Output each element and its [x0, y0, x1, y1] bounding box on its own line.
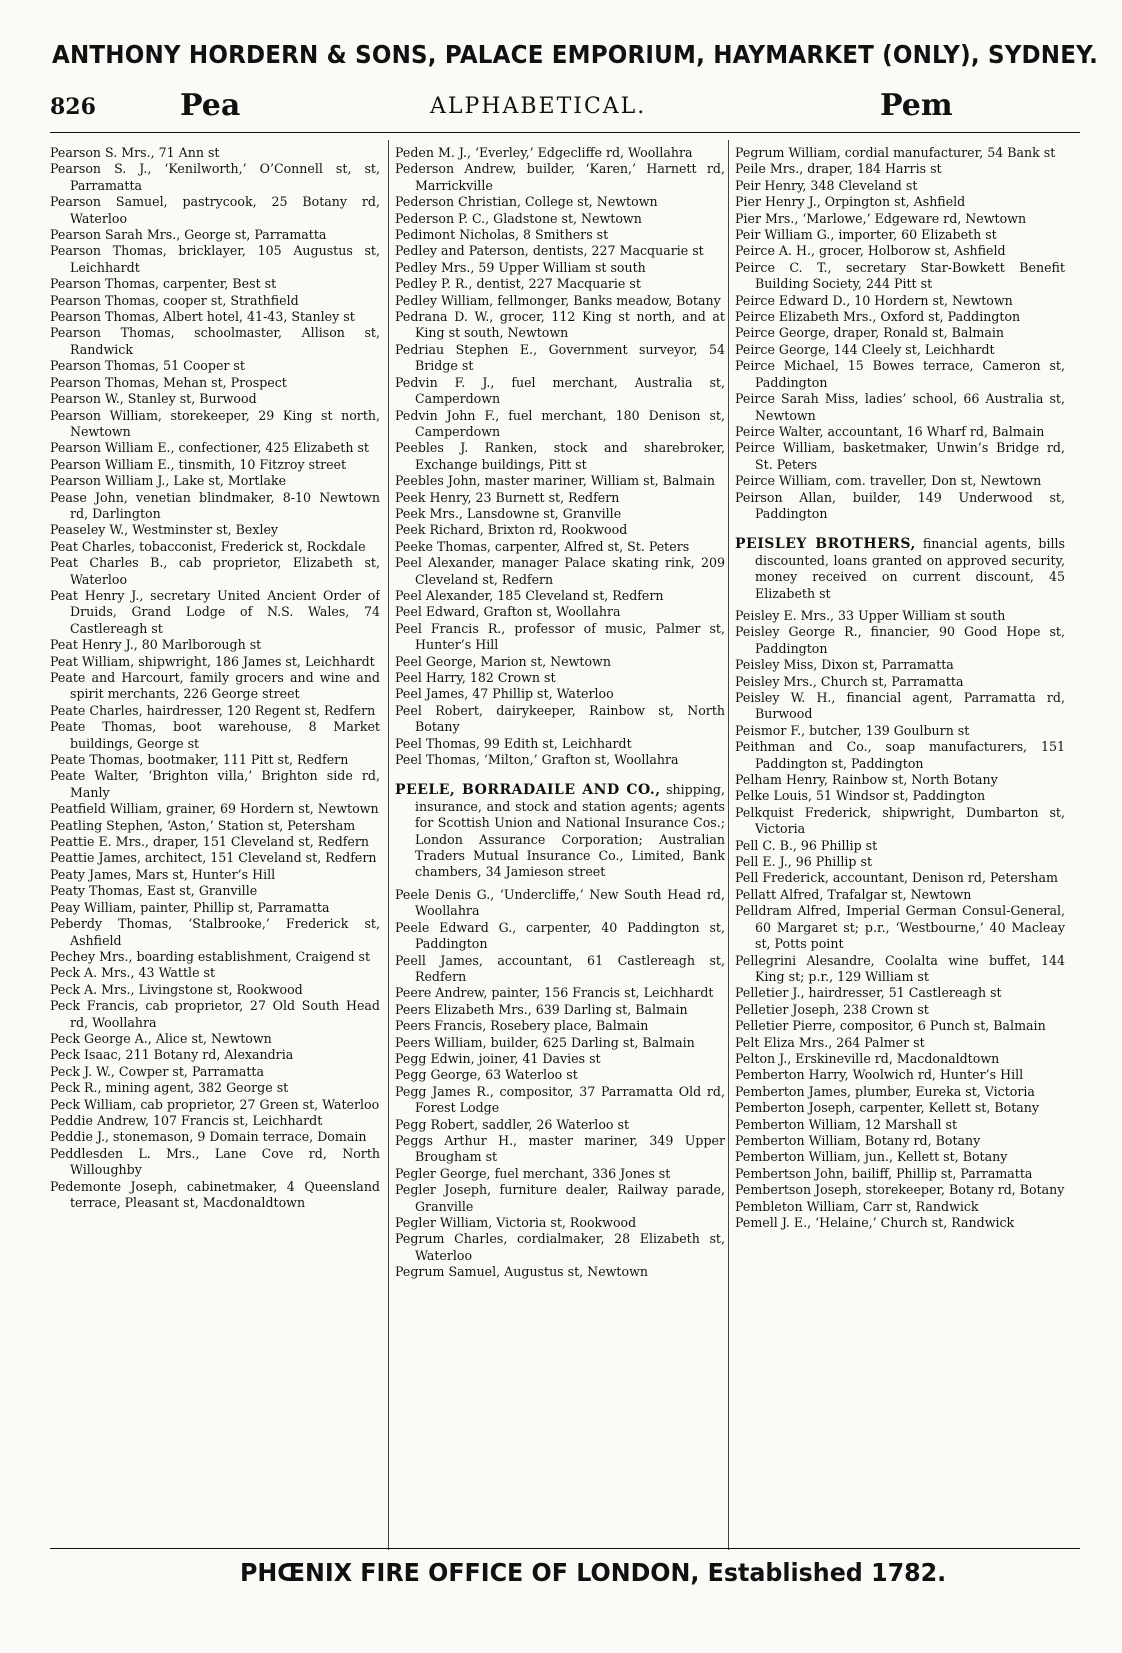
directory-entry: Peaty Thomas, East st, Granville — [50, 883, 258, 899]
directory-entry: Peel Edward, Grafton st, Woollahra — [395, 604, 621, 620]
directory-entry: Pell E. J., 96 Phillip st — [735, 854, 873, 870]
directory-entry: Peisley Mrs., Church st, Parramatta — [735, 673, 964, 689]
directory-entry: Pembertson John, bailiff, Phillip st, Parramatta — [735, 1165, 1033, 1181]
directory-entry: Pell C. B., 96 Phillip st — [735, 837, 878, 853]
directory-entry: Peate Thomas, boot warehouse, 8 Market buildings, George st — [50, 719, 380, 751]
directory-entry: Peat Charles, tobacconist, Frederick st, Rockdale — [50, 538, 366, 554]
directory-entry: Peel James, 47 Phillip st, Waterloo — [395, 686, 614, 702]
directory-entry: Peir William G., importer, 60 Elizabeth st — [735, 227, 997, 243]
directory-entry: Peirson Allan, builder, 149 Underwood st, Paddington — [735, 489, 1065, 521]
directory-entry: Peck William, cab proprietor, 27 Green st, Waterloo — [50, 1096, 380, 1112]
directory-entry: Pearson Thomas, Albert hotel, 41-43, Stanley st — [50, 309, 355, 325]
directory-entry: Peirce C. T., secretary Star-Bowkett Benefit Building Society, 244 Pitt st — [735, 259, 1065, 292]
directory-entry: Peek Mrs., Lansdowne st, Granville — [395, 505, 622, 521]
header-rule — [50, 132, 1080, 133]
firm-advertisement-entry — [735, 536, 1065, 602]
directory-entry: Pearson Thomas, Mehan st, Prospect — [50, 374, 287, 390]
directory-entry: Pechey Mrs., boarding establishment, Craigend st — [50, 948, 371, 964]
directory-entry: Peere Andrew, painter, 156 Francis st, Leichhardt — [395, 985, 714, 1001]
firm-description: shipping, insurance, and stock and station agents; agents for Scottish Union and National Insurance Cos.; London Assurance Corporation; Australian Traders Mutual Insurance Co., Limited, Bank chambers, 34 Jamieson street — [415, 782, 725, 880]
directory-entry: Peattie E. Mrs., draper, 151 Cleveland st, Redfern — [50, 834, 370, 850]
directory-entry: Peatfield William, grainer, 69 Hordern st, Newtown — [50, 801, 379, 817]
directory-entry: Pedvin F. J., fuel merchant, Australia st, Camperdown — [395, 374, 725, 407]
directory-entry: Peebles J. Ranken, stock and sharebroker, Exchange buildings, Pitt st — [395, 440, 725, 472]
directory-entry: Peirce Elizabeth Mrs., Oxford st, Paddington — [735, 309, 1021, 325]
directory-entry: Pembleton William, Carr st, Randwick — [735, 1198, 979, 1214]
directory-entry: Pelt Eliza Mrs., 264 Palmer st — [735, 1034, 925, 1050]
directory-entry: Pegler George, fuel merchant, 336 Jones st — [395, 1165, 671, 1181]
directory-entry: Peek Henry, 23 Burnett st, Redfern — [395, 489, 620, 505]
directory-entry: Peel Thomas, 99 Edith st, Leichhardt — [395, 735, 632, 751]
advertising-banner: ANTHONY HORDERN & SONS, PALACE EMPORIUM, HAYMARKET (ONLY), SYDNEY. — [52, 40, 1099, 69]
directory-entry: Peel Francis R., professor of music, Palmer st, Hunter’s Hill — [395, 620, 725, 653]
directory-entry: Peisley W. H., financial agent, Parramatta rd, Burwood — [735, 690, 1065, 722]
directory-entry: Peirce Edward D., 10 Hordern st, Newtown — [735, 292, 1013, 308]
directory-entry: Pegg James R., compositor, 37 Parramatta Old rd, Forest Lodge — [395, 1083, 725, 1116]
directory-entry: Pearson Thomas, cooper st, Strathfield — [50, 292, 299, 308]
page-number: 826 — [50, 94, 96, 120]
right-guide-word: Pem — [880, 88, 953, 123]
directory-entry: Pearson S. Mrs., 71 Ann st — [50, 145, 220, 160]
directory-entry: Pederson P. C., Gladstone st, Newtown — [395, 210, 642, 226]
directory-entry: Peggs Arthur H., master mariner, 349 Upper Brougham st — [395, 1132, 725, 1165]
directory-entry: Pegrum William, cordial manufacturer, 54 Bank st — [735, 145, 1056, 160]
firm-description: financial agents, bills discounted, loans granted on approved security, money received on current discount, 45 Elizabeth st — [755, 536, 1065, 601]
footer-advertisement: PHŒNIX FIRE OFFICE OF LONDON, Established 1782. — [240, 1558, 947, 1587]
directory-entry: Peek Richard, Brixton rd, Rookwood — [395, 522, 628, 538]
directory-entry: Pelletier Pierre, compositor, 6 Punch st, Balmain — [735, 1018, 1046, 1034]
directory-entry: Peat Charles B., cab proprietor, Elizabeth st, Waterloo — [50, 555, 380, 587]
directory-entry: Peel Thomas, ‘Milton,’ Grafton st, Woollahra — [395, 752, 679, 768]
directory-entry: Pemell J. E., ‘Helaine,’ Church st, Randwick — [735, 1215, 1015, 1230]
directory-entry: Peile Mrs., draper, 184 Harris st — [735, 161, 942, 177]
directory-entry: Pedley and Paterson, dentists, 227 Macquarie st — [395, 243, 704, 259]
directory-entry: Pell Frederick, accountant, Denison rd, Petersham — [735, 870, 1058, 886]
directory-entry: Peele Edward G., carpenter, 40 Paddington st, Paddington — [395, 919, 725, 952]
directory-entry: Peate and Harcourt, family grocers and wine and spirit merchants, 226 George street — [50, 670, 380, 702]
directory-entry: Peel Alexander, manager Palace skating rink, 209 Cleveland st, Redfern — [395, 555, 725, 587]
directory-entry: Pearson Thomas, 51 Cooper st — [50, 358, 245, 374]
running-head — [50, 88, 1080, 128]
directory-entry: Pegrum Samuel, Augustus st, Newtown — [395, 1264, 648, 1280]
directory-entry: Pearson William J., Lake st, Mortlake — [50, 473, 287, 489]
directory-entry: Peate Charles, hairdresser, 120 Regent st, Redfern — [50, 702, 376, 718]
firm-advertisement-entry — [395, 782, 725, 880]
directory-entry: Peaseley W., Westminster st, Bexley — [50, 522, 279, 538]
directory-entry: Pelldram Alfred, Imperial German Consul-General, 60 Margaret st; p.r., ‘Westbourne,’ 40 Macleay st, Potts point — [735, 903, 1065, 952]
directory-entry: Peatling Stephen, ‘Aston,’ Station st, Petersham — [50, 817, 356, 833]
directory-entry: Peat William, shipwright, 186 James st, Leichhardt — [50, 653, 375, 669]
directory-entry: Peck Isaac, 211 Botany rd, Alexandria — [50, 1047, 294, 1063]
directory-entry: Peden M. J., ‘Everley,’ Edgecliffe rd, Woollahra — [395, 145, 693, 160]
directory-entry: Pegg Robert, saddler, 26 Waterloo st — [395, 1116, 630, 1132]
directory-entry: Pearson William, storekeeper, 29 King st north, Newtown — [50, 407, 380, 439]
directory-entry: Pembertson Joseph, storekeeper, Botany rd, Botany — [735, 1182, 1065, 1198]
directory-entry: Peddie Andrew, 107 Francis st, Leichhardt — [50, 1112, 323, 1128]
directory-entry: Pearson Thomas, schoolmaster, Allison st, Randwick — [50, 325, 380, 357]
directory-column-1 — [50, 145, 380, 1545]
directory-entry: Peisley E. Mrs., 33 Upper William st south — [735, 607, 1006, 623]
directory-entry: Peers William, builder, 625 Darling st, Balmain — [395, 1034, 695, 1050]
directory-entry: Peirce A. H., grocer, Holborow st, Ashfield — [735, 243, 1006, 259]
directory-entry: Peirce George, draper, Ronald st, Balmain — [735, 325, 1004, 341]
directory-entry: Peel George, Marion st, Newtown — [395, 653, 611, 669]
directory-entry: Peel Harry, 182 Crown st — [395, 670, 556, 685]
directory-entry: Peck A. Mrs., 43 Wattle st — [50, 965, 216, 981]
directory-entry: Peate Thomas, bootmaker, 111 Pitt st, Redfern — [50, 752, 349, 768]
directory-entry: Pedley William, fellmonger, Banks meadow, Botany — [395, 292, 721, 308]
directory-entry: Pemberton William, jun., Kellett st, Botany — [735, 1149, 1008, 1165]
directory-entry: Pegg Edwin, joiner, 41 Davies st — [395, 1050, 601, 1066]
directory-entry: Pelkquist Frederick, shipwright, Dumbarton st, Victoria — [735, 804, 1065, 837]
directory-entry: Peir Henry, 348 Cleveland st — [735, 177, 918, 193]
directory-entry: Pier Henry J., Orpington st, Ashfield — [735, 194, 966, 210]
directory-entry: Pease John, venetian blindmaker, 8-10 Newtown rd, Darlington — [50, 489, 380, 521]
directory-column-2 — [395, 145, 725, 1545]
directory-entry: Peel Alexander, 185 Cleveland st, Redfern — [395, 587, 664, 603]
directory-entry: Pellegrini Alesandre, Coolalta wine buffet, 144 King st; p.r., 129 William st — [735, 952, 1065, 984]
directory-entry: Peisley Miss, Dixon st, Parramatta — [735, 657, 954, 673]
directory-entry: Pemberton William, 12 Marshall st — [735, 1116, 958, 1132]
directory-entry: Peirce George, 144 Cleely st, Leichhardt — [735, 341, 995, 357]
directory-entry: Peers Francis, Rosebery place, Balmain — [395, 1018, 649, 1034]
directory-entry: Peirce William, com. traveller, Don st, Newtown — [735, 473, 1042, 489]
directory-entry: Peirce Michael, 15 Bowes terrace, Cameron st, Paddington — [735, 358, 1065, 390]
directory-entry: Peirce Sarah Miss, ladies’ school, 66 Australia st, Newtown — [735, 391, 1065, 423]
left-guide-word: Pea — [180, 88, 241, 123]
directory-entry: Peele Denis G., ‘Undercliffe,’ New South Head rd, Woollahra — [395, 886, 725, 919]
directory-entry: Peck R., mining agent, 382 George st — [50, 1080, 289, 1096]
directory-entry: Pearson Thomas, bricklayer, 105 Augustus st, Leichhardt — [50, 243, 380, 275]
directory-entry: Peddie J., stonemason, 9 Domain terrace, Domain — [50, 1129, 367, 1145]
directory-entry: Pearson S. J., ‘Kenilworth,’ O’Connell st, st, Parramatta — [50, 161, 380, 193]
directory-entry: Peismor F., butcher, 139 Goulburn st — [735, 722, 970, 738]
column-divider — [728, 140, 729, 1550]
directory-entry: Pegrum Charles, cordialmaker, 28 Elizabeth st, Waterloo — [395, 1231, 725, 1263]
directory-entry: Pier Mrs., ‘Marlowe,’ Edgeware rd, Newtown — [735, 210, 1027, 226]
directory-entry: Peirce William, basketmaker, Unwin’s Bridge rd, St. Peters — [735, 440, 1065, 472]
directory-entry: Peithman and Co., soap manufacturers, 151 Paddington st, Paddington — [735, 739, 1065, 771]
directory-entry: Pearson Sarah Mrs., George st, Parramatta — [50, 227, 327, 243]
directory-entry: Pearson W., Stanley st, Burwood — [50, 391, 257, 407]
directory-entry: Peisley George R., financier, 90 Good Hope st, Paddington — [735, 624, 1065, 656]
directory-entry: Pedrana D. W., grocer, 112 King st north, and at King st south, Newtown — [395, 309, 725, 341]
directory-entry: Pedley Mrs., 59 Upper William st south — [395, 259, 646, 275]
directory-entry: Pemberton Harry, Woolwich rd, Hunter’s Hill — [735, 1067, 1024, 1083]
directory-entry: Pegler William, Victoria st, Rookwood — [395, 1215, 637, 1230]
directory-entry: Peddlesden L. Mrs., Lane Cove rd, North Willoughby — [50, 1145, 380, 1178]
directory-entry: Peat Henry J., 80 Marlborough st — [50, 637, 262, 653]
footer-rule — [50, 1548, 1080, 1549]
directory-entry: Peebles John, master mariner, William st, Balmain — [395, 473, 716, 489]
directory-entry: Pellatt Alfred, Trafalgar st, Newtown — [735, 886, 972, 902]
directory-entry: Pedley P. R., dentist, 227 Macquarie st — [395, 276, 641, 292]
directory-entry: Peck A. Mrs., Livingstone st, Rookwood — [50, 981, 303, 997]
firm-name: PEISLEY BROTHERS, — [735, 536, 916, 553]
directory-entry: Pederson Andrew, builder, ‘Karen,’ Harnett rd, Marrickville — [395, 161, 725, 193]
directory-entry: Peeke Thomas, carpenter, Alfred st, St. Peters — [395, 538, 690, 554]
section-title: ALPHABETICAL. — [430, 94, 647, 119]
column-divider — [388, 140, 389, 1550]
directory-entry: Peck George A., Alice st, Newtown — [50, 1030, 272, 1046]
directory-entry: Pemberton James, plumber, Eureka st, Victoria — [735, 1083, 1035, 1099]
directory-entry: Peell James, accountant, 61 Castlereagh st, Redfern — [395, 952, 725, 984]
directory-entry: Pelletier J., hairdresser, 51 Castlereagh st — [735, 985, 1002, 1001]
directory-entry: Pedriau Stephen E., Government surveyor, 54 Bridge st — [395, 341, 725, 374]
directory-entry: Pearson William E., confectioner, 425 Elizabeth st — [50, 440, 369, 456]
directory-entry: Pedemonte Joseph, cabinetmaker, 4 Queensland terrace, Pleasant st, Macdonaldtown — [50, 1178, 380, 1210]
directory-entry: Pelham Henry, Rainbow st, North Botany — [735, 772, 998, 788]
directory-entry: Peate Walter, ‘Brighton villa,’ Brighton side rd, Manly — [50, 768, 380, 800]
directory-entry: Pearson William E., tinsmith, 10 Fitzroy street — [50, 456, 347, 472]
firm-name: PEELE, BORRADAILE AND CO., — [395, 782, 661, 799]
directory-entry: Pegg George, 63 Waterloo st — [395, 1067, 578, 1083]
directory-entry: Pedvin John F., fuel merchant, 180 Denison st, Camperdown — [395, 407, 725, 439]
directory-entry: Pelletier Joseph, 238 Crown st — [735, 1001, 929, 1017]
directory-entry: Peat Henry J., secretary United Ancient Order of Druids, Grand Lodge of N.S. Wales, 74 Castlereagh st — [50, 587, 380, 636]
directory-entry: Pedimont Nicholas, 8 Smithers st — [395, 227, 609, 243]
directory-entry: Pemberton Joseph, carpenter, Kellett st, Botany — [735, 1100, 1040, 1116]
directory-entry: Peel Robert, dairykeeper, Rainbow st, North Botany — [395, 702, 725, 735]
directory-entry: Pearson Thomas, carpenter, Best st — [50, 276, 277, 292]
directory-entry: Peck J. W., Cowper st, Parramatta — [50, 1063, 264, 1079]
directory-entry: Peay William, painter, Phillip st, Parramatta — [50, 899, 330, 915]
directory-entry: Peers Elizabeth Mrs., 639 Darling st, Balmain — [395, 1001, 688, 1017]
directory-entry: Peirce Walter, accountant, 16 Wharf rd, Balmain — [735, 423, 1045, 439]
directory-entry: Peck Francis, cab proprietor, 27 Old South Head rd, Woollahra — [50, 998, 380, 1030]
directory-entry: Peberdy Thomas, ‘Stalbrooke,’ Frederick st, Ashfield — [50, 916, 380, 948]
directory-entry: Peattie James, architect, 151 Cleveland st, Redfern — [50, 850, 377, 866]
directory-entry: Peaty James, Mars st, Hunter’s Hill — [50, 866, 276, 882]
directory-entry: Pegler Joseph, furniture dealer, Railway parade, Granville — [395, 1182, 725, 1214]
directory-entry: Pederson Christian, College st, Newtown — [395, 194, 658, 210]
directory-entry: Pearson Samuel, pastrycook, 25 Botany rd, Waterloo — [50, 194, 380, 226]
directory-column-3 — [735, 145, 1065, 1545]
directory-entry: Pelke Louis, 51 Windsor st, Paddington — [735, 788, 986, 804]
directory-entry: Pelton J., Erskineville rd, Macdonaldtown — [735, 1050, 1000, 1066]
directory-entry: Pemberton William, Botany rd, Botany — [735, 1132, 981, 1148]
